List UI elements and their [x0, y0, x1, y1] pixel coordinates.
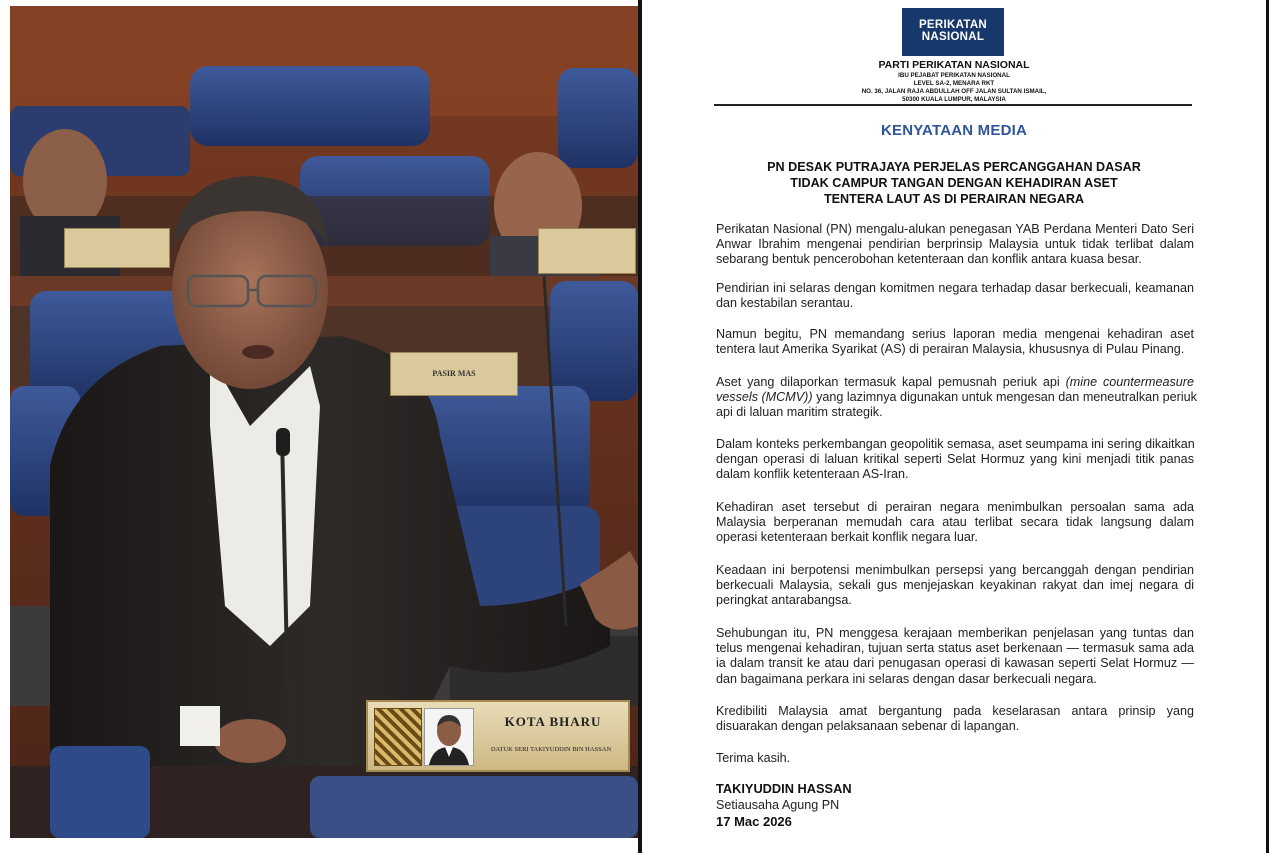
paragraph-7: [716, 563, 1194, 609]
text-line: dan kestabilan serantau.: [716, 296, 854, 311]
nameplate-constituency: KOTA BHARU: [504, 714, 602, 729]
paragraph-5: [716, 437, 1194, 483]
text-line: Sehubungan itu, PN menggesa kerajaan memberikan penjelasan yang tuntas dan: [716, 626, 1194, 640]
perikatan-nasional-logo: [902, 8, 1004, 56]
text-line: Dalam konteks perkembangan geopolitik semasa, aset seumpama ini sering dikaitkan: [716, 437, 1195, 451]
statement-date: 17 Mac 2026: [716, 814, 792, 829]
paragraph-4: [716, 375, 1197, 421]
text-segment: yang lazimnya digunakan untuk mengesan dan meneutralkan periuk: [816, 390, 1197, 405]
text-line: [716, 375, 1194, 390]
logo-line-2: NASIONAL: [921, 31, 985, 43]
paragraph-6: [716, 500, 1194, 546]
speaker-photo: [10, 6, 638, 838]
signatory-name: TAKIYUDDIN HASSAN: [716, 781, 852, 796]
background-nameplate-right: [538, 228, 636, 274]
background-nameplate-center: [390, 352, 518, 396]
paragraph-9: [716, 704, 1194, 734]
background-nameplate-text: PASIR MAS: [432, 369, 476, 378]
closing-line: [716, 751, 1194, 766]
nameplate-member-name: DATUK SERI TAKIYUDDIN BIN HASSAN: [490, 746, 612, 753]
text-line: Keadaan ini berpotensi menimbulkan persepsi yang bercanggah dengan pendirian: [716, 563, 1194, 577]
text-line: berkecuali Malaysia, sekali gus menjejaskan keyakinan rakyat dan imej negara di: [716, 578, 1194, 593]
text-line: Pendirian ini selaras dengan komitmen negara terhadap dasar berkecuali, keamanan: [716, 281, 1194, 295]
letterhead-rule: [714, 104, 1192, 106]
text-line: Anwar Ibrahim mengenai pendirian berprinsip Malaysia untuk tidak terlibat dalam: [716, 237, 1194, 252]
text-line: Kehadiran aset tersebut di perairan negara menimbulkan persoalan sama ada: [716, 500, 1194, 514]
address-line: 50300 KUALA LUMPUR, MALAYSIA: [902, 96, 1006, 103]
speaker-nameplate: [366, 700, 630, 772]
paragraph-8: [716, 626, 1194, 687]
text-line: Kredibiliti Malaysia amat bergantung pada keselarasan antara prinsip yang: [716, 704, 1194, 718]
logo-line-1: PERIKATAN: [918, 19, 988, 31]
text-line: Malaysia berperanan memudah cara atau terlibat secara tidak langsung dalam: [716, 515, 1194, 530]
text-line: telus mengenai kehadiran, tujuan serta status aset berkenaan — termasuk sama ada: [716, 641, 1194, 656]
text-line: disuarakan dengan pelaksanaan sebenar di lapangan.: [716, 719, 1020, 734]
text-line: operasi ketenteraan berkait konflik negara luar.: [716, 530, 978, 545]
address-line: NO. 36, JALAN RAJA ABDULLAH OFF JALAN SULTAN ISMAIL,: [861, 88, 1047, 95]
text-line: Terima kasih.: [716, 751, 791, 765]
right-border: [1266, 0, 1269, 853]
text-line: dalam konflik ketenteraan AS-Iran.: [716, 467, 909, 482]
text-line: Perikatan Nasional (PN) mengalu-alukan penegasan YAB Perdana Menteri Dato Seri: [716, 222, 1194, 236]
text-line: tentera laut Amerika Syarikat (AS) di perairan Malaysia, khususnya di Pulau Pinang.: [716, 342, 1185, 357]
media-statement: [642, 0, 1266, 853]
text-line: sebarang bentuk pencerobohan ketenteraan dan konflik antara kuasa besar.: [716, 252, 1142, 267]
signatory-title: Setiausaha Agung PN: [716, 798, 840, 812]
text-line: Namun begitu, PN memandang serius laporan media mengenai kehadiran aset: [716, 327, 1194, 341]
document-type: KENYATAAN MEDIA: [880, 122, 1028, 139]
address-line: IBU PEJABAT PERIKATAN NASIONAL: [898, 72, 1010, 79]
headline-line: TIDAK CAMPUR TANGAN DENGAN KEHADIRAN ASET: [790, 176, 1118, 190]
background-nameplate-left: [64, 228, 170, 268]
text-line: [716, 390, 1197, 405]
text-segment: Aset yang dilaporkan termasuk kapal pemusnah periuk api: [716, 375, 1060, 389]
italic-term: (mine countermeasure: [1065, 375, 1194, 389]
italic-term: vessels (MCMV)): [716, 390, 813, 405]
text-line: api di laluan maritim strategik.: [716, 405, 883, 420]
paragraph-2: [716, 281, 1194, 311]
headline-line: TENTERA LAUT AS DI PERAIRAN NEGARA: [823, 192, 1085, 206]
nameplate-portrait: [424, 708, 474, 766]
songket-ornament: [374, 708, 422, 766]
paragraph-3: [716, 327, 1194, 357]
headline-line: PN DESAK PUTRAJAYA PERJELAS PERCANGGAHAN DASAR: [767, 160, 1141, 174]
address-line: LEVEL SA-2, MENARA RKT: [913, 80, 995, 87]
text-line: ia dalam transit ke atau dari penugasan operasi di kawasan seperti Selat Hormuz —: [716, 656, 1194, 671]
text-line: dan bagaimana perkara ini selaras dengan dasar berkecuali negara.: [716, 671, 1097, 686]
text-line: dengan operasi di laluan kritikal seperti Selat Hormuz yang kini menjadi titik panas: [716, 452, 1194, 467]
paragraph-1: [716, 222, 1194, 268]
party-name: PARTI PERIKATAN NASIONAL: [878, 59, 1030, 71]
text-line: peringkat antarabangsa.: [716, 593, 852, 608]
